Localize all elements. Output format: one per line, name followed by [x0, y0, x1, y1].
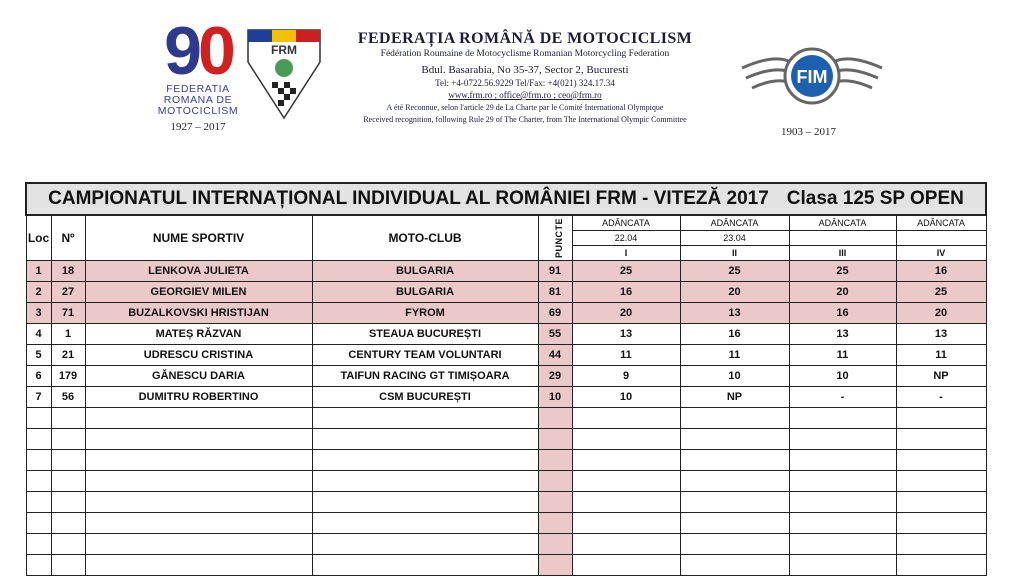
- cell-round-1: 11: [572, 345, 680, 366]
- empty-cell: [789, 471, 896, 492]
- empty-cell: [538, 450, 572, 471]
- round-1-date: 22.04: [572, 231, 680, 246]
- cell-nr: 56: [51, 387, 85, 408]
- cell-moto-club: CENTURY TEAM VOLUNTARI: [312, 345, 538, 366]
- table-row: [26, 261, 986, 282]
- cell-round-3: 16: [789, 303, 896, 324]
- cell-nr: 27: [51, 282, 85, 303]
- cell-points: 10: [538, 387, 572, 408]
- federation-alt-names: Fédération Roumaine de Motocyclisme Romanian Motorcycling Federation: [380, 49, 670, 59]
- empty-cell: [26, 408, 51, 429]
- empty-cell: [85, 450, 312, 471]
- cell-nr: 1: [51, 324, 85, 345]
- cell-points: 44: [538, 345, 572, 366]
- cell-nr: 71: [51, 303, 85, 324]
- table-row: [26, 303, 986, 324]
- col-header-club: MOTO-CLUB: [312, 215, 538, 261]
- cell-points: 55: [538, 324, 572, 345]
- empty-cell: [572, 429, 680, 450]
- empty-cell: [312, 534, 538, 555]
- logo-years: 1927 – 2017: [170, 121, 226, 133]
- cell-nr: 18: [51, 261, 85, 282]
- empty-cell: [896, 492, 986, 513]
- cell-round-2: 11: [680, 345, 789, 366]
- empty-row: [26, 408, 986, 429]
- cell-rider-name: DUMITRU ROBERTINO: [85, 387, 312, 408]
- empty-cell: [51, 429, 85, 450]
- empty-cell: [896, 513, 986, 534]
- round-4-venue: ADÂNCATA: [896, 215, 986, 231]
- cell-nr: 179: [51, 366, 85, 387]
- empty-cell: [312, 408, 538, 429]
- round-2-date: 23.04: [680, 231, 789, 246]
- cell-round-1: 20: [572, 303, 680, 324]
- empty-row: [26, 555, 986, 576]
- empty-cell: [51, 471, 85, 492]
- empty-cell: [789, 492, 896, 513]
- cell-round-1: 9: [572, 366, 680, 387]
- cell-rider-name: LENKOVA JULIETA: [85, 261, 312, 282]
- svg-text:FRM: FRM: [271, 43, 297, 57]
- round-2-venue: ADÂNCATA: [680, 215, 789, 231]
- empty-cell: [51, 534, 85, 555]
- empty-cell: [26, 513, 51, 534]
- cell-round-3: 11: [789, 345, 896, 366]
- empty-cell: [85, 534, 312, 555]
- cell-round-3: 20: [789, 282, 896, 303]
- empty-cell: [51, 450, 85, 471]
- empty-cell: [85, 408, 312, 429]
- empty-cell: [572, 555, 680, 576]
- round-3-venue: ADÂNCATA: [789, 215, 896, 231]
- empty-cell: [26, 471, 51, 492]
- cell-round-2: 13: [680, 303, 789, 324]
- empty-cell: [85, 471, 312, 492]
- col-header-points: PUNCTE: [538, 215, 572, 261]
- empty-cell: [789, 555, 896, 576]
- col-header-name: NUME SPORTIV: [85, 215, 312, 261]
- cell-rider-name: GEORGIEV MILEN: [85, 282, 312, 303]
- empty-cell: [538, 471, 572, 492]
- empty-cell: [789, 429, 896, 450]
- logo-name-line-2: ROMANA DE: [163, 94, 233, 106]
- empty-cell: [680, 513, 789, 534]
- table-row: [26, 387, 986, 408]
- cell-round-4: 16: [896, 261, 986, 282]
- cell-loc: 7: [26, 387, 51, 408]
- empty-cell: [85, 555, 312, 576]
- cell-points: 69: [538, 303, 572, 324]
- empty-cell: [51, 408, 85, 429]
- olympic-recognition-fr: A été Reconnue, selon l'article 29 de La Charte par le Comité International Olympique: [386, 103, 664, 112]
- empty-cell: [896, 555, 986, 576]
- empty-cell: [26, 534, 51, 555]
- cell-loc: 4: [26, 324, 51, 345]
- empty-cell: [85, 429, 312, 450]
- round-3-date: [789, 231, 896, 246]
- empty-row: [26, 429, 986, 450]
- cell-moto-club: TAIFUN RACING GT TIMIȘOARA: [312, 366, 538, 387]
- cell-round-2: 16: [680, 324, 789, 345]
- standings-table: [25, 182, 987, 576]
- empty-cell: [896, 429, 986, 450]
- round-1-number: I: [572, 246, 680, 261]
- col-header-loc: Loc: [26, 215, 51, 261]
- empty-cell: [26, 429, 51, 450]
- empty-row: [26, 534, 986, 555]
- empty-cell: [572, 513, 680, 534]
- cell-round-1: 16: [572, 282, 680, 303]
- empty-cell: [312, 471, 538, 492]
- round-2-number: II: [680, 246, 789, 261]
- empty-cell: [51, 513, 85, 534]
- cell-nr: 21: [51, 345, 85, 366]
- frm-90-years-logo: [148, 13, 248, 138]
- svg-text:FIM: FIM: [796, 67, 828, 87]
- cell-round-3: -: [789, 387, 896, 408]
- cell-round-4: 25: [896, 282, 986, 303]
- cell-points: 91: [538, 261, 572, 282]
- empty-cell: [896, 408, 986, 429]
- round-4-date: [896, 231, 986, 246]
- title-row: [26, 183, 986, 215]
- cell-round-4: 20: [896, 303, 986, 324]
- cell-rider-name: UDRESCU CRISTINA: [85, 345, 312, 366]
- table-row: [26, 366, 986, 387]
- fim-years: 1903 – 2017: [781, 126, 836, 138]
- empty-cell: [26, 555, 51, 576]
- fim-logo-icon: [738, 38, 886, 118]
- empty-cell: [538, 429, 572, 450]
- empty-row: [26, 492, 986, 513]
- cell-loc: 1: [26, 261, 51, 282]
- cell-round-3: 13: [789, 324, 896, 345]
- empty-cell: [312, 492, 538, 513]
- cell-loc: 5: [26, 345, 51, 366]
- empty-cell: [26, 450, 51, 471]
- cell-points: 81: [538, 282, 572, 303]
- cell-round-2: NP: [680, 387, 789, 408]
- empty-cell: [680, 492, 789, 513]
- cell-rider-name: MATEȘ RĂZVAN: [85, 324, 312, 345]
- cell-round-1: 25: [572, 261, 680, 282]
- round-1-venue: ADÂNCATA: [572, 215, 680, 231]
- cell-round-3: 10: [789, 366, 896, 387]
- federation-address: Bdul. Basarabia, No 35-37, Sector 2, Bucuresti: [421, 64, 629, 76]
- empty-cell: [85, 513, 312, 534]
- empty-cell: [680, 408, 789, 429]
- empty-cell: [896, 534, 986, 555]
- round-4-number: IV: [896, 246, 986, 261]
- empty-cell: [680, 555, 789, 576]
- empty-row: [26, 450, 986, 471]
- empty-cell: [572, 450, 680, 471]
- championship-title: CAMPIONATUL INTERNAȚIONAL INDIVIDUAL AL ROMÂNIEI FRM - VITEZĂ 2017: [48, 188, 769, 209]
- empty-cell: [896, 450, 986, 471]
- cell-round-2: 20: [680, 282, 789, 303]
- empty-cell: [789, 513, 896, 534]
- table-row: [26, 282, 986, 303]
- class-label: Clasa 125 SP OPEN: [786, 188, 964, 209]
- empty-cell: [572, 408, 680, 429]
- cell-moto-club: BULGARIA: [312, 282, 538, 303]
- cell-loc: 2: [26, 282, 51, 303]
- empty-cell: [789, 450, 896, 471]
- cell-loc: 6: [26, 366, 51, 387]
- empty-row: [26, 513, 986, 534]
- table-row: [26, 345, 986, 366]
- federation-web-links[interactable]: www.frm.ro ; office@frm.ro ; ceo@frm.ro: [448, 90, 602, 100]
- empty-cell: [538, 534, 572, 555]
- federation-name: FEDERAȚIA ROMÂNĂ DE MOTOCICLISM: [357, 30, 693, 47]
- empty-cell: [680, 429, 789, 450]
- empty-row: [26, 471, 986, 492]
- cell-round-4: -: [896, 387, 986, 408]
- cell-round-1: 13: [572, 324, 680, 345]
- logo-name-line-1: FEDERATIA: [166, 83, 230, 95]
- federation-info: [280, 30, 770, 125]
- empty-cell: [680, 450, 789, 471]
- cell-moto-club: CSM BUCUREȘTI: [312, 387, 538, 408]
- empty-cell: [312, 429, 538, 450]
- empty-cell: [312, 450, 538, 471]
- cell-points: 29: [538, 366, 572, 387]
- letterhead: [0, 0, 1035, 150]
- empty-cell: [312, 555, 538, 576]
- cell-round-4: 13: [896, 324, 986, 345]
- cell-round-2: 10: [680, 366, 789, 387]
- empty-cell: [312, 513, 538, 534]
- empty-cell: [680, 471, 789, 492]
- cell-round-4: 11: [896, 345, 986, 366]
- empty-cell: [85, 492, 312, 513]
- empty-cell: [538, 555, 572, 576]
- table-row: [26, 324, 986, 345]
- empty-cell: [538, 492, 572, 513]
- empty-cell: [572, 534, 680, 555]
- col-header-nr: Nº: [51, 215, 85, 261]
- cell-round-2: 25: [680, 261, 789, 282]
- federation-phone: Tel: +4-0722.56.9229 Tel/Fax: +4(021) 324.17.34: [435, 78, 615, 88]
- empty-cell: [26, 492, 51, 513]
- cell-round-3: 25: [789, 261, 896, 282]
- empty-cell: [572, 492, 680, 513]
- table-title: [26, 183, 986, 215]
- empty-cell: [51, 492, 85, 513]
- cell-rider-name: GĂNESCU DARIA: [85, 366, 312, 387]
- round-3-number: III: [789, 246, 896, 261]
- empty-cell: [51, 555, 85, 576]
- empty-cell: [538, 513, 572, 534]
- logo-name-line-3: MOTOCICLISM: [157, 105, 239, 117]
- logo-number: 90: [164, 13, 232, 89]
- header-row-venue: [26, 215, 986, 231]
- olympic-recognition-en: Received recognition, following Rule 29 of The Charter, from The International Olympic Committee: [363, 115, 687, 124]
- cell-moto-club: STEAUA BUCUREȘTI: [312, 324, 538, 345]
- cell-rider-name: BUZALKOVSKI HRISTIJAN: [85, 303, 312, 324]
- cell-moto-club: FYROM: [312, 303, 538, 324]
- empty-cell: [896, 471, 986, 492]
- empty-cell: [789, 408, 896, 429]
- empty-cell: [572, 471, 680, 492]
- cell-moto-club: BULGARIA: [312, 261, 538, 282]
- empty-cell: [680, 534, 789, 555]
- cell-loc: 3: [26, 303, 51, 324]
- empty-cell: [789, 534, 896, 555]
- empty-cell: [538, 408, 572, 429]
- cell-round-4: NP: [896, 366, 986, 387]
- cell-round-1: 10: [572, 387, 680, 408]
